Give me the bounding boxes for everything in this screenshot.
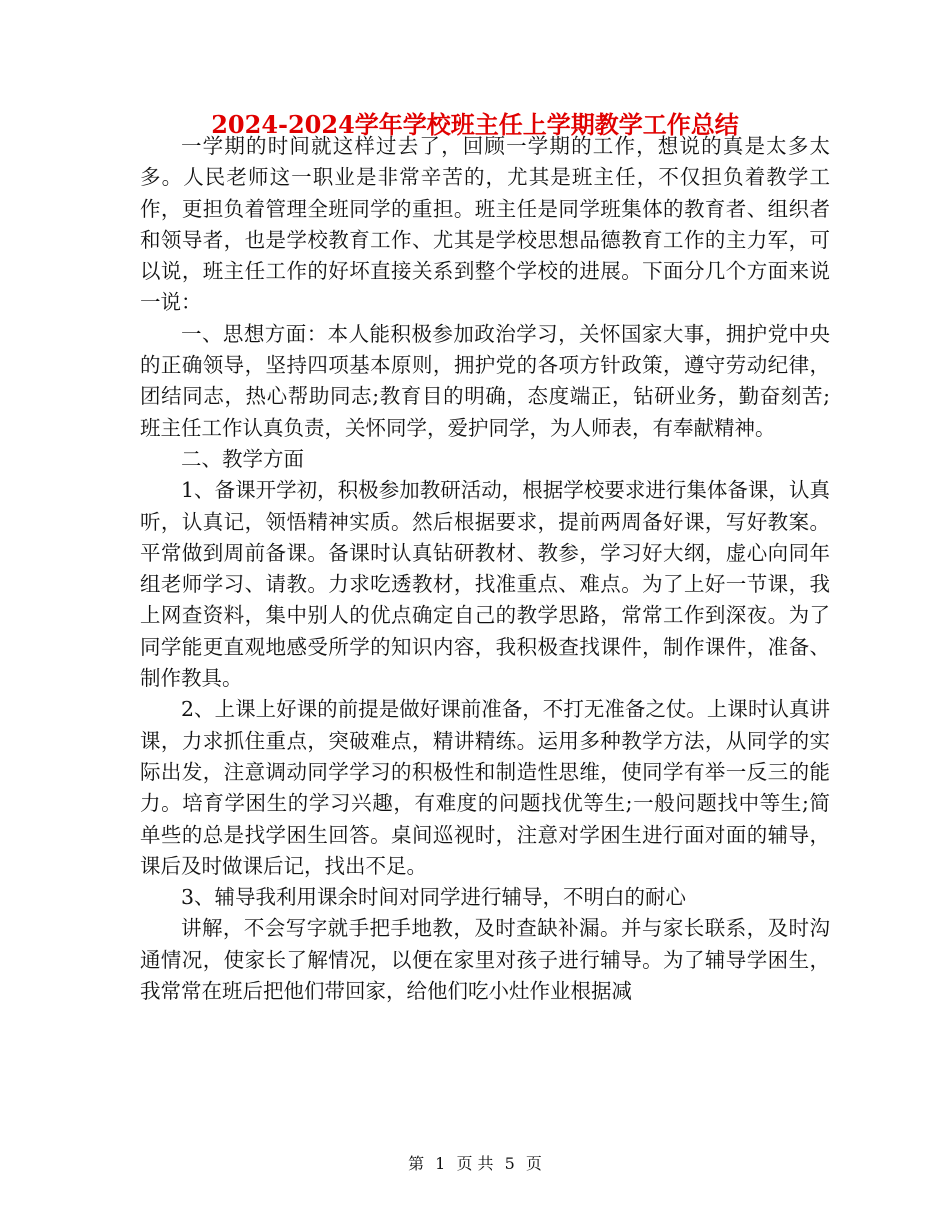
document-body bbox=[140, 131, 830, 1007]
footer-page-total: 5 bbox=[504, 1154, 515, 1173]
paragraph-lesson-prep: 1、备课开学初，积极参加教研活动，根据学校要求进行集体备课，认真听，认真记，领悟精神实质。然后根据要求，提前两周备好课，写好教案。平常做到周前备课。备课时认真钻研教材、教参，学习好大纲，虚心向同年组老师学习、请教。力求吃透教材，找准重点、难点。为了上好一节课，我上网查资料，集中别人的优点确定自己的教学思路，常常工作到深夜。为了同学能更直观地感受所学的知识内容，我积极查找课件，制作课件，准备、制作教具。 bbox=[140, 478, 830, 691]
page-footer bbox=[0, 1152, 950, 1176]
footer-page-number: 1 bbox=[435, 1154, 446, 1173]
paragraph-tutoring: 3、辅导我利用课余时间对同学进行辅导，不明白的耐心 bbox=[181, 885, 687, 910]
footer-prefix: 第 bbox=[408, 1154, 425, 1173]
paragraph-teaching-heading: 二、教学方面 bbox=[181, 446, 304, 471]
footer-mid: 页 共 bbox=[456, 1154, 494, 1173]
paragraph-thought: 一、思想方面：本人能积极参加政治学习，关怀国家大事，拥护党中央的正确领导，坚持四项基本原则，拥护党的各项方针政策，遵守劳动纪律，团结同志，热心帮助同志;教育目的明确，态度端正，钻研业务，勤奋刻苦;班主任工作认真负责，关怀同学，爱护同学，为人师表，有奉献精神。 bbox=[140, 321, 830, 440]
footer-suffix: 页 bbox=[525, 1154, 542, 1173]
paragraph-intro: 一学期的时间就这样过去了，回顾一学期的工作，想说的真是太多太多。人民老师这一职业是非常辛苦的，尤其是班主任，不仅担负着教学工作，更担负着管理全班同学的重担。班主任是同学班集体的教育者、组织者和领导者，也是学校教育工作、尤其是学校思想品德教育工作的主力军，可以说，班主任工作的好坏直接关系到整个学校的进展。下面分几个方面来说一说： bbox=[140, 134, 830, 315]
paragraph-tutoring-continued: 讲解，不会写字就手把手地教，及时查缺补漏。并与家长联系，及时沟通情况，使家长了解情况，以便在家里对孩子进行辅导。为了辅导学困生，我常常在班后把他们带回家，给他们吃小灶作业根据减 bbox=[140, 916, 830, 1004]
paragraph-lecturing: 2、上课上好课的前提是做好课前准备，不打无准备之仗。上课时认真讲课，力求抓住重点，突破难点，精讲精练。运用多种教学方法，从同学的实际出发，注意调动同学学习的积极性和制造性思维，使同学有举一反三的能力。培育学困生的学习兴趣，有难度的问题找优等生;一般问题找中等生;简单些的总是找学困生回答。桌间巡视时，注意对学困生进行面对面的辅导，课后及时做课后记，找出不足。 bbox=[140, 697, 830, 878]
document-title: 2024-2024学年学校班主任上学期教学工作总结 bbox=[211, 110, 739, 139]
